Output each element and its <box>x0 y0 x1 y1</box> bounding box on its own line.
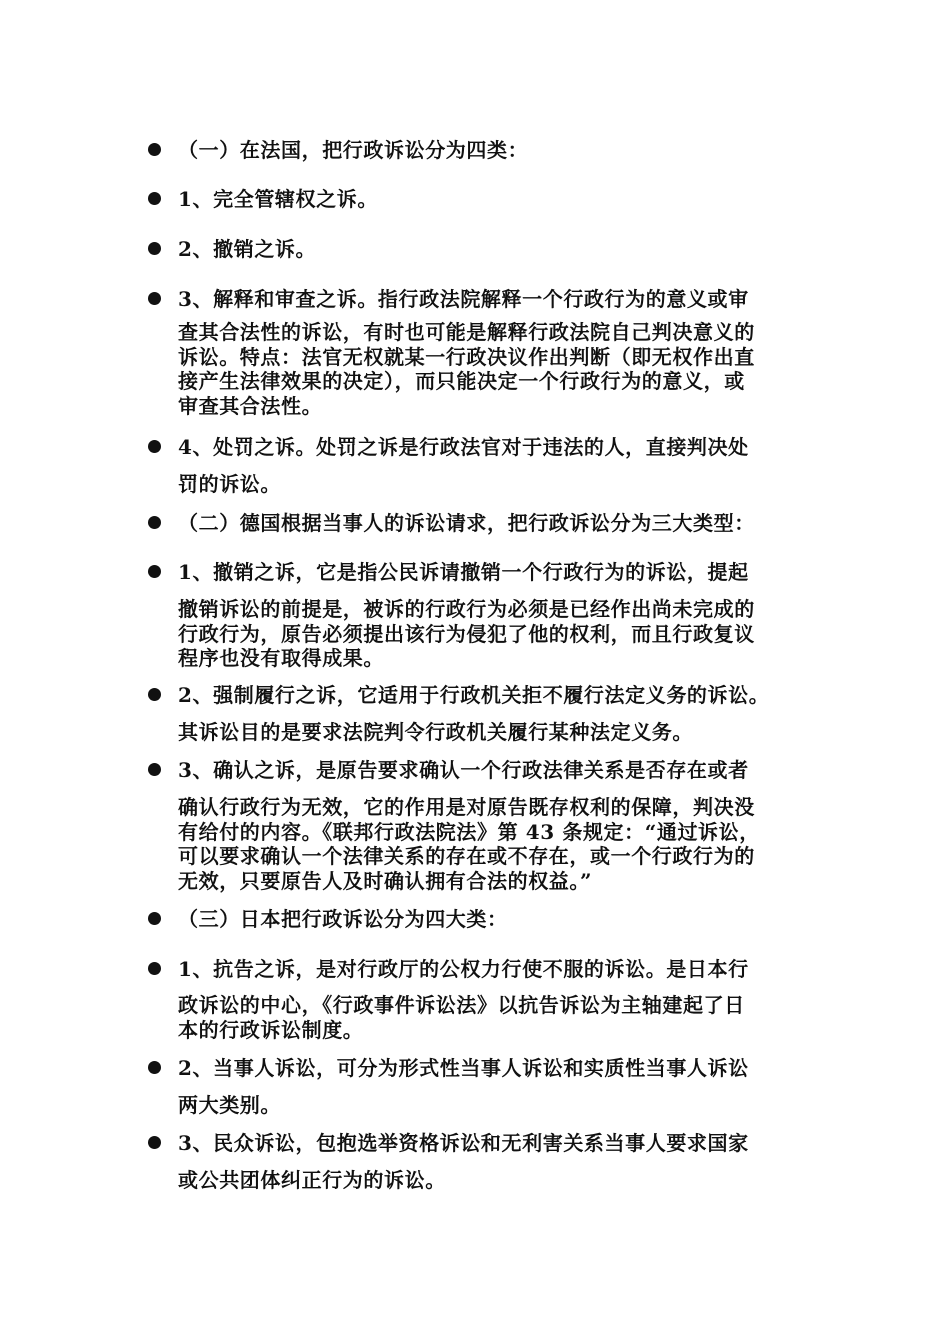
bullet-text: 2、当事人诉讼，可分为形式性当事人诉讼和实质性当事人诉讼 <box>178 1056 749 1080</box>
bullet-text: （二）德国根据当事人的诉讼请求，把行政诉讼分为三大类型： <box>178 511 755 535</box>
bullet-text: 3、解释和审查之诉。指行政法院解释一个行政行为的意义或审 <box>178 287 749 311</box>
bullet-text: 4、处罚之诉。处罚之诉是行政法官对于违法的人，直接判决处 <box>178 435 749 459</box>
bullet-dot-icon <box>148 688 161 701</box>
bullet-dot-icon <box>148 912 161 925</box>
bullet-text: （三）日本把行政诉讼分为四大类： <box>178 907 508 931</box>
bullet-text: 2、撤销之诉。 <box>178 237 317 261</box>
bullet-text: 1、完全管辖权之诉。 <box>178 187 378 211</box>
bullet-dot-icon <box>148 192 161 205</box>
bullet-dot-icon <box>148 1136 161 1149</box>
bullet-continuation: 查其合法性的诉讼，有时也可能是解释行政法院自己判决意义的 诉讼。特点：法官无权就某一行政决议作出判断（即无权作出直 接产生法律效果的决定），而只能决定一个行政行为的意义，或 审查其合法性。 <box>178 320 755 418</box>
bullet-continuation: 罚的诉讼。 <box>178 472 281 496</box>
bullet-text: 3、确认之诉，是原告要求确认一个行政法律关系是否存在或者 <box>178 758 749 782</box>
bullet-continuation: 确认行政行为无效，它的作用是对原告既存权利的保障，判决没 有给付的内容。《联邦行政法院法》第 43 条规定：“通过诉讼， 可以要求确认一个法律关系的存在或不存在，或一个行政行为的 无效，只要原告人及时确认拥有合法的权益。” <box>178 795 760 893</box>
bullet-continuation: 政诉讼的中心，《行政事件诉讼法》以抗告诉讼为主轴建起了日 本的行政诉讼制度。 <box>178 993 745 1042</box>
bullet-text: 3、民众诉讼，包抱选举资格诉讼和无利害关系当事人要求国家 <box>178 1131 749 1155</box>
bullet-text: 1、抗告之诉，是对行政厅的公权力行使不服的诉讼。是日本行 <box>178 957 749 981</box>
bullet-dot-icon <box>148 143 161 156</box>
bullet-dot-icon <box>148 516 161 529</box>
bullet-dot-icon <box>148 440 161 453</box>
bullet-text: 1、撤销之诉，它是指公民诉请撤销一个行政行为的诉讼，提起 <box>178 560 749 584</box>
bullet-dot-icon <box>148 565 161 578</box>
bullet-continuation: 其诉讼目的是要求法院判令行政机关履行某种法定义务。 <box>178 720 693 744</box>
bullet-dot-icon <box>148 292 161 305</box>
bullet-dot-icon <box>148 763 161 776</box>
bullet-dot-icon <box>148 962 161 975</box>
bullet-text: 2、强制履行之诉，它适用于行政机关拒不履行法定义务的诉讼。 <box>178 683 770 707</box>
bullet-continuation: 或公共团体纠正行为的诉讼。 <box>178 1168 446 1192</box>
bullet-dot-icon <box>148 242 161 255</box>
bullet-continuation: 两大类别。 <box>178 1093 281 1117</box>
bullet-dot-icon <box>148 1061 161 1074</box>
bullet-text: （一）在法国，把行政诉讼分为四类： <box>178 138 529 162</box>
bullet-continuation: 撤销诉讼的前提是，被诉的行政行为必须是已经作出尚未完成的 行政行为，原告必须提出该行为侵犯了他的权利，而且行政复议 程序也没有取得成果。 <box>178 597 755 670</box>
